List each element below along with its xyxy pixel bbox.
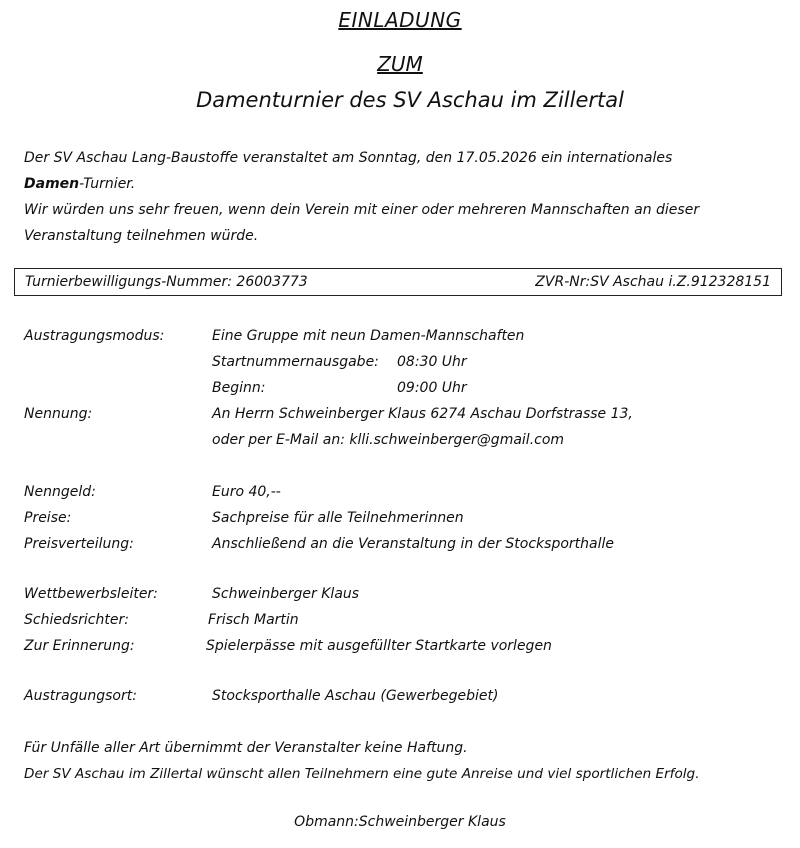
director-label: Wettbewerbsleiter:	[24, 586, 158, 602]
prizes-value: Sachpreise für alle Teilnehmerinnen	[212, 510, 464, 526]
permit-number: Turnierbewilligungs-Nummer: 26003773	[25, 274, 308, 290]
reminder-value: Spielerpässe mit ausgefüllter Startkarte vorlegen	[206, 638, 552, 654]
venue-label: Austragungsort:	[24, 688, 137, 704]
title-to: ZUM	[377, 52, 423, 76]
reminder-label: Zur Erinnerung:	[24, 638, 135, 654]
permit-box	[14, 268, 782, 296]
signature: Obmann:Schweinberger Klaus	[294, 814, 506, 830]
mode-label: Austragungsmodus:	[24, 328, 165, 344]
start-number-label: Startnummernausgabe:	[212, 354, 379, 370]
intro-line-1: Der SV Aschau Lang-Baustoffe veranstaltet am Sonntag, den 17.05.2026 ein internationales	[24, 150, 673, 166]
prizes-label: Preise:	[24, 510, 72, 526]
referee-value: Frisch Martin	[208, 612, 299, 628]
director-value: Schweinberger Klaus	[212, 586, 360, 602]
mode-value: Eine Gruppe mit neun Damen-Mannschaften	[212, 328, 525, 344]
intro-line-2	[24, 176, 135, 192]
begin-value: 09:00 Uhr	[397, 380, 467, 396]
zvr-number: ZVR-Nr:SV Aschau i.Z.912328151	[535, 274, 771, 290]
title-invitation: EINLADUNG	[338, 8, 462, 32]
entry-address: An Herrn Schweinberger Klaus 6274 Aschau Dorfstrasse 13,	[212, 406, 633, 422]
fee-label: Nenngeld:	[24, 484, 96, 500]
ceremony-label: Preisverteilung:	[24, 536, 134, 552]
intro-line-3: Wir würden uns sehr freuen, wenn dein Verein mit einer oder mehreren Mannschaften an dieser	[24, 202, 700, 218]
entry-email: oder per E-Mail an: klli.schweinberger@gmail.com	[212, 432, 565, 448]
intro-line-4: Veranstaltung teilnehmen würde.	[24, 228, 259, 244]
fee-value: Euro 40,--	[212, 484, 281, 500]
venue-value: Stocksporthalle Aschau (Gewerbegebiet)	[212, 688, 499, 704]
intro-line-2-rest: -Turnier.	[79, 176, 136, 192]
start-number-value: 08:30 Uhr	[397, 354, 467, 370]
closing-wishes: Der SV Aschau im Zillertal wünscht allen Teilnehmern eine gute Anreise und viel sportlichen Erfolg.	[24, 766, 700, 782]
intro-bold-word: Damen	[24, 176, 80, 192]
ceremony-value: Anschließend an die Veranstaltung in der Stocksporthalle	[212, 536, 614, 552]
title-tournament: Damenturnier des SV Aschau im Zillertal	[196, 88, 624, 112]
liability-note: Für Unfälle aller Art übernimmt der Veranstalter keine Haftung.	[24, 740, 468, 756]
begin-label: Beginn:	[212, 380, 266, 396]
entry-label: Nennung:	[24, 406, 93, 422]
referee-label: Schiedsrichter:	[24, 612, 129, 628]
